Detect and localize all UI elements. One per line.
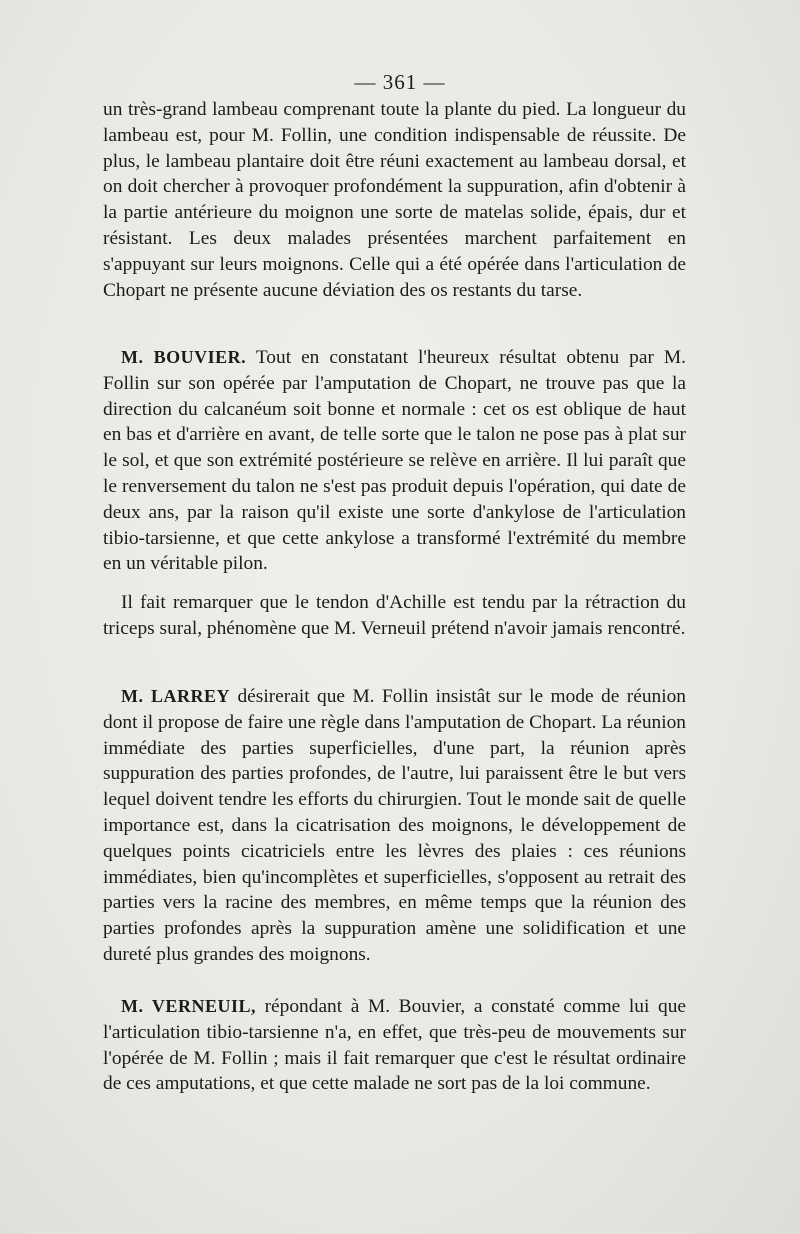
paragraph-4: [103, 684, 686, 981]
paragraph-5: [103, 994, 686, 1097]
paragraph-1: [103, 97, 686, 330]
paragraph-2: [103, 345, 686, 590]
paragraph-4-text: désirerait que M. Follin insistât sur le mode de réunion dont il propose de faire une règle dans l'amputation de Chopart. La réunion immédiate des parties superficielles, d'une part, la réunion après suppuration des parties profondes, de l'autre, lui paraissent être le but vers lequel doivent tendre les efforts du chirurgien. Tout le monde sait de quelle importance est, dans la cicatrisation des moignons, le développement de quelques points cicatriciels entre les lèvres des plaies : ces réunions immédiates, bien qu'incomplètes et superficielles, s'opposent au retrait des parties vers la racine des membres, en même temps que la réunion des parties profondes après la suppuration amène une solidification et une dureté plus grandes des moignons.: [103, 686, 686, 965]
paragraph-3-text: Il fait remarquer que le tendon d'Achille est tendu par la rétraction du triceps sural, phénomène que M. Verneuil prétend n'avoir jamais rencontré.: [103, 592, 686, 639]
body-text: [103, 97, 686, 1097]
paragraph-3: [103, 590, 686, 672]
paragraph-2-text: Tout en constatant l'heureux résultat obtenu par M. Follin sur son opérée par l'amputation de Chopart, ne trouve pas que la direction du calcanéum soit bonne et normale : cet os est oblique de haut en bas et d'arrière en avant, de telle sorte que le talon ne pose pas à plat sur le sol, et que son extrémité postérieure se relève en arrière. Il lui paraît que le renversement du talon ne s'est pas produit depuis l'opération, qui date de deux ans, par la raison qu'il existe une sorte d'ankylose de l'articulation tibio-tarsienne, et que cette ankylose a transformé l'extrémité du membre en un véritable pilon.: [103, 347, 686, 575]
paragraph-1-text: un très-grand lambeau comprenant toute la plante du pied. La longueur du lambeau est, pour M. Follin, une condition indispensable de réussite. De plus, le lambeau plantaire doit être réuni exactement au lambeau dorsal, et on doit chercher à provoquer profondément la suppuration, afin d'obtenir à la partie antérieure du moignon une sorte de matelas solide, épais, dur et résistant. Les deux malades présentées marchent parfaitement en s'appuyant sur leurs moignons. Celle qui a été opérée dans l'articulation de Chopart ne présente aucune déviation des os restants du tarse.: [103, 99, 686, 301]
speaker-larrey: M. LARREY: [121, 686, 231, 706]
paragraph-5-text: répondant à M. Bouvier, a constaté comme lui que l'articulation tibio-tarsienne n'a, en effet, que très-peu de mouvements sur l'opérée de M. Follin ; mais il fait remarquer que c'est le résultat ordinaire de ces amputations, et que cette malade ne sort pas de la loi commune.: [103, 996, 686, 1095]
speaker-bouvier: M. BOUVIER.: [121, 347, 247, 367]
speaker-verneuil: M. VERNEUIL,: [121, 996, 256, 1016]
page-number: — 361 —: [354, 70, 446, 94]
